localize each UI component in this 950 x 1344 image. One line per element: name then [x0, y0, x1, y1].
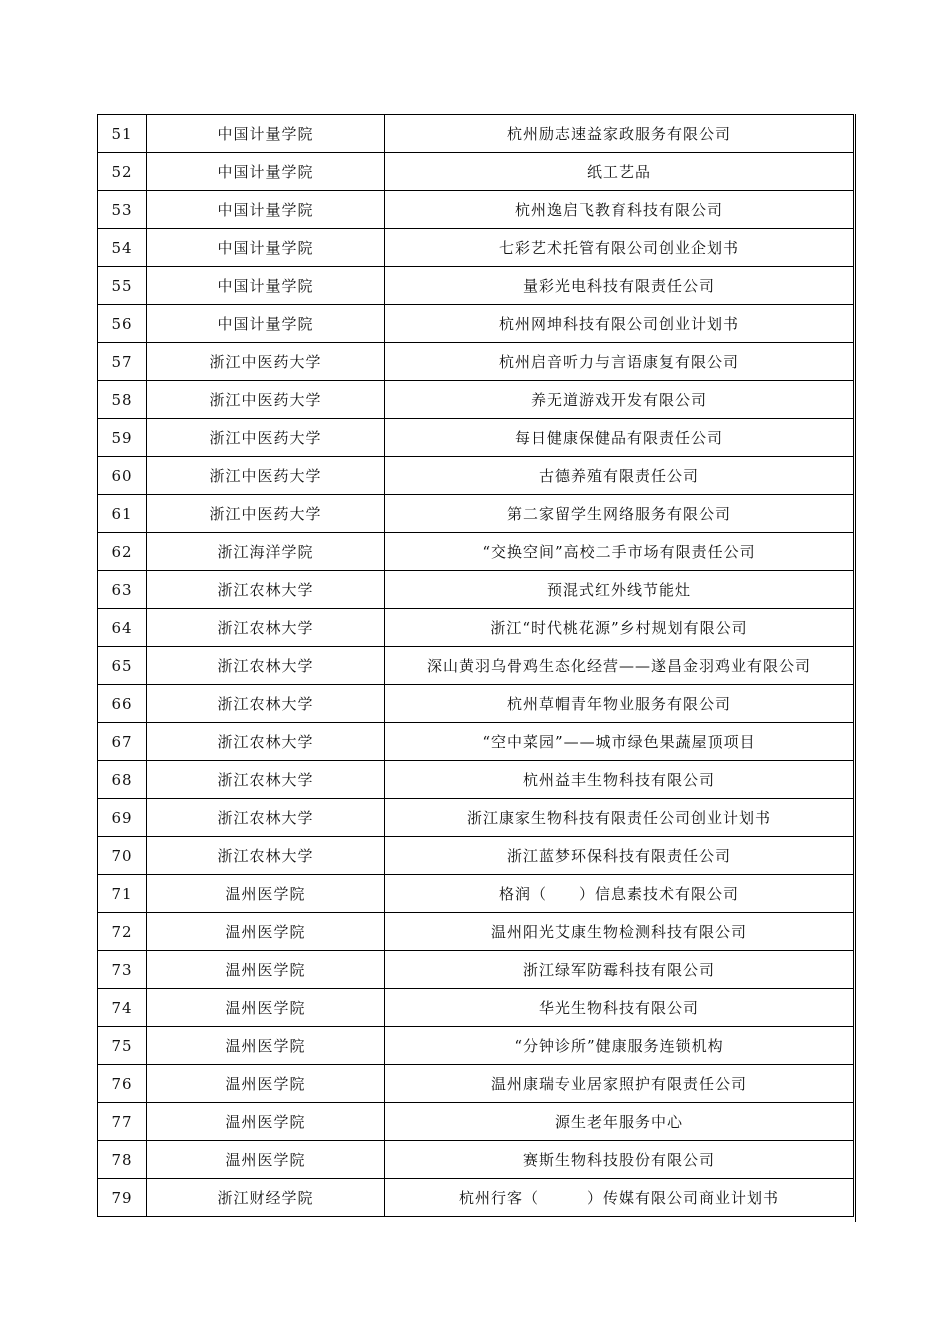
project-list-table [97, 114, 854, 1217]
row-number-cell: 63 [98, 571, 147, 609]
project-name-cell: 赛斯生物科技股份有限公司 [385, 1141, 854, 1179]
table-row [98, 1103, 854, 1141]
project-name-cell: 源生老年服务中心 [385, 1103, 854, 1141]
project-name-cell: “分钟诊所”健康服务连锁机构 [385, 1027, 854, 1065]
project-name-cell: 养无道游戏开发有限公司 [385, 381, 854, 419]
table-row [98, 761, 854, 799]
row-number-cell: 65 [98, 647, 147, 685]
school-cell: 浙江农林大学 [147, 837, 385, 875]
table-row [98, 495, 854, 533]
table-row [98, 1027, 854, 1065]
table-row [98, 571, 854, 609]
project-name-cell: 浙江康家生物科技有限责任公司创业计划书 [385, 799, 854, 837]
row-number-cell: 52 [98, 153, 147, 191]
school-cell: 浙江农林大学 [147, 571, 385, 609]
table-row [98, 723, 854, 761]
project-name-cell: “空中菜园”——城市绿色果蔬屋顶项目 [385, 723, 854, 761]
row-number-cell: 64 [98, 609, 147, 647]
school-cell: 温州医学院 [147, 1027, 385, 1065]
project-name-cell: 深山黄羽乌骨鸡生态化经营——遂昌金羽鸡业有限公司 [385, 647, 854, 685]
school-cell: 中国计量学院 [147, 305, 385, 343]
project-name-cell: 杭州励志速益家政服务有限公司 [385, 115, 854, 153]
row-number-cell: 70 [98, 837, 147, 875]
table-row [98, 533, 854, 571]
row-number-cell: 57 [98, 343, 147, 381]
project-name-cell: 每日健康保健品有限责任公司 [385, 419, 854, 457]
table-row [98, 913, 854, 951]
table-row [98, 191, 854, 229]
project-name-cell: 杭州逸启飞教育科技有限公司 [385, 191, 854, 229]
table-row [98, 951, 854, 989]
table-row [98, 381, 854, 419]
school-cell: 温州医学院 [147, 1141, 385, 1179]
row-number-cell: 79 [98, 1179, 147, 1217]
table-row [98, 799, 854, 837]
table-row [98, 685, 854, 723]
project-name-cell: 杭州行客（ ）传媒有限公司商业计划书 [385, 1179, 854, 1217]
school-cell: 浙江中医药大学 [147, 495, 385, 533]
row-number-cell: 78 [98, 1141, 147, 1179]
school-cell: 温州医学院 [147, 1065, 385, 1103]
row-number-cell: 60 [98, 457, 147, 495]
project-name-cell: 杭州益丰生物科技有限公司 [385, 761, 854, 799]
table-row [98, 267, 854, 305]
school-cell: 浙江农林大学 [147, 799, 385, 837]
row-number-cell: 69 [98, 799, 147, 837]
row-number-cell: 76 [98, 1065, 147, 1103]
school-cell: 温州医学院 [147, 913, 385, 951]
project-name-cell: 杭州启音听力与言语康复有限公司 [385, 343, 854, 381]
school-cell: 浙江海洋学院 [147, 533, 385, 571]
project-name-cell: 第二家留学生网络服务有限公司 [385, 495, 854, 533]
project-name-cell: 杭州草帽青年物业服务有限公司 [385, 685, 854, 723]
table-row [98, 1141, 854, 1179]
table-row [98, 647, 854, 685]
school-cell: 中国计量学院 [147, 115, 385, 153]
table-row [98, 457, 854, 495]
row-number-cell: 54 [98, 229, 147, 267]
row-number-cell: 66 [98, 685, 147, 723]
row-number-cell: 62 [98, 533, 147, 571]
school-cell: 温州医学院 [147, 875, 385, 913]
school-cell: 温州医学院 [147, 989, 385, 1027]
row-number-cell: 68 [98, 761, 147, 799]
school-cell: 温州医学院 [147, 1103, 385, 1141]
row-number-cell: 72 [98, 913, 147, 951]
table-row [98, 305, 854, 343]
project-list-table-wrapper [97, 114, 855, 1217]
table-row [98, 419, 854, 457]
table-row [98, 1179, 854, 1217]
row-number-cell: 67 [98, 723, 147, 761]
school-cell: 浙江农林大学 [147, 723, 385, 761]
school-cell: 中国计量学院 [147, 191, 385, 229]
row-number-cell: 61 [98, 495, 147, 533]
school-cell: 浙江农林大学 [147, 761, 385, 799]
school-cell: 中国计量学院 [147, 229, 385, 267]
row-number-cell: 75 [98, 1027, 147, 1065]
row-number-cell: 58 [98, 381, 147, 419]
project-name-cell: “交换空间”高校二手市场有限责任公司 [385, 533, 854, 571]
school-cell: 温州医学院 [147, 951, 385, 989]
table-row [98, 153, 854, 191]
project-name-cell: 华光生物科技有限公司 [385, 989, 854, 1027]
project-name-cell: 纸工艺品 [385, 153, 854, 191]
school-cell: 浙江中医药大学 [147, 343, 385, 381]
school-cell: 浙江财经学院 [147, 1179, 385, 1217]
table-row [98, 343, 854, 381]
row-number-cell: 59 [98, 419, 147, 457]
row-number-cell: 74 [98, 989, 147, 1027]
project-name-cell: 古德养殖有限责任公司 [385, 457, 854, 495]
school-cell: 中国计量学院 [147, 153, 385, 191]
school-cell: 浙江中医药大学 [147, 419, 385, 457]
project-name-cell: 杭州网坤科技有限公司创业计划书 [385, 305, 854, 343]
row-number-cell: 71 [98, 875, 147, 913]
school-cell: 浙江中医药大学 [147, 457, 385, 495]
school-cell: 中国计量学院 [147, 267, 385, 305]
table-row [98, 115, 854, 153]
row-number-cell: 73 [98, 951, 147, 989]
table-row [98, 1065, 854, 1103]
table-row [98, 609, 854, 647]
school-cell: 浙江农林大学 [147, 685, 385, 723]
row-number-cell: 51 [98, 115, 147, 153]
row-number-cell: 53 [98, 191, 147, 229]
school-cell: 浙江农林大学 [147, 647, 385, 685]
table-row [98, 837, 854, 875]
project-name-cell: 七彩艺术托管有限公司创业企划书 [385, 229, 854, 267]
table-right-double-border [855, 114, 856, 1222]
project-name-cell: 浙江“时代桃花源”乡村规划有限公司 [385, 609, 854, 647]
project-name-cell: 量彩光电科技有限责任公司 [385, 267, 854, 305]
project-name-cell: 格润（ ）信息素技术有限公司 [385, 875, 854, 913]
table-row [98, 989, 854, 1027]
project-name-cell: 浙江蓝梦环保科技有限责任公司 [385, 837, 854, 875]
table-body [98, 115, 854, 1217]
table-row [98, 875, 854, 913]
project-name-cell: 预混式红外线节能灶 [385, 571, 854, 609]
project-name-cell: 温州康瑞专业居家照护有限责任公司 [385, 1065, 854, 1103]
project-name-cell: 温州阳光艾康生物检测科技有限公司 [385, 913, 854, 951]
row-number-cell: 56 [98, 305, 147, 343]
row-number-cell: 77 [98, 1103, 147, 1141]
school-cell: 浙江中医药大学 [147, 381, 385, 419]
table-row [98, 229, 854, 267]
row-number-cell: 55 [98, 267, 147, 305]
school-cell: 浙江农林大学 [147, 609, 385, 647]
project-name-cell: 浙江绿军防霉科技有限公司 [385, 951, 854, 989]
